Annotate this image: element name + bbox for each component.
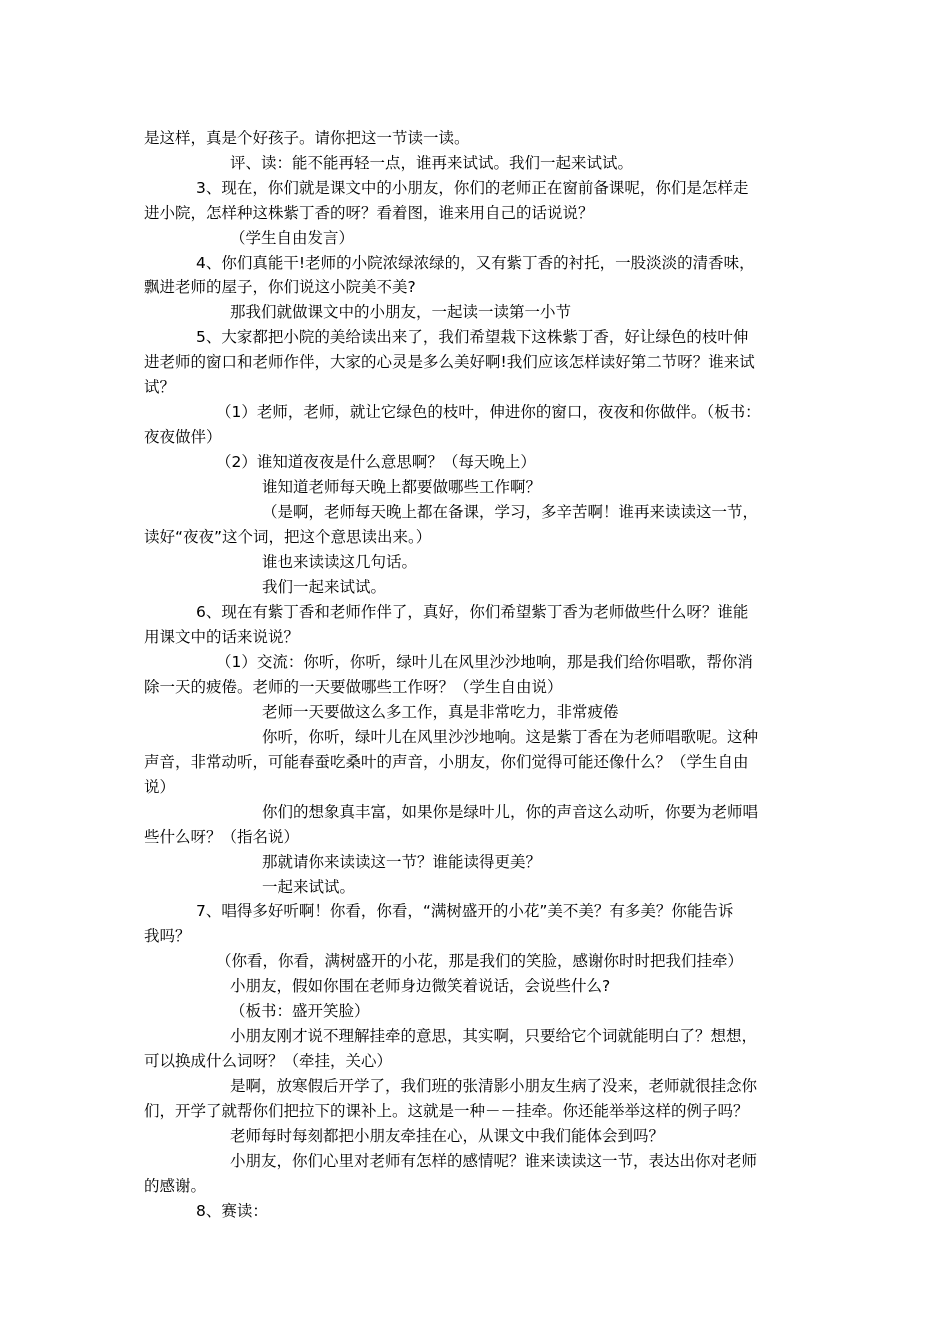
text-line: 我吗？ (144, 927, 191, 945)
text-line: 是啊，放寒假后开学了，我们班的张清影小朋友生病了没来，老师就很挂念你 (230, 1077, 758, 1095)
text-line: 进老师的窗口和老师作伴，大家的心灵是多么美好啊!我们应该怎样读好第二节呀？谁来试 (144, 353, 755, 371)
text-line: 谁知道老师每天晚上都要做哪些工作啊？ (262, 478, 542, 496)
text-line: 你听，你听，绿叶儿在风里沙沙地响。这是紫丁香在为老师唱歌呢。这种 (262, 728, 759, 746)
text-line: 试？ (144, 378, 176, 396)
text-line: 3、现在，你们就是课文中的小朋友，你们的老师正在窗前备课呢，你们是怎样走 (196, 179, 749, 197)
text-line: 些什么呀？（指名说） (144, 828, 300, 846)
text-line: 小朋友刚才说不理解挂牵的意思，其实啊，只要给它个词就能明白了？想想， (230, 1027, 758, 1045)
text-line: 声音，非常动听，可能春蚕吃桑叶的声音，小朋友，你们觉得可能还像什么？（学生自由 (144, 753, 749, 771)
text-line: 8、赛读： (196, 1202, 268, 1220)
text-line: （2）谁知道夜夜是什么意思啊？（每天晚上） (216, 453, 536, 471)
text-line: 5、大家都把小院的美给读出来了，我们希望栽下这株紫丁香，好让绿色的枝叶伸 (196, 328, 749, 346)
text-line: 那就请你来读读这一节？谁能读得更美？ (262, 853, 542, 871)
text-line: （你看，你看，满树盛开的小花，那是我们的笑脸，感谢你时时把我们挂牵） (216, 952, 744, 970)
text-line: 4、你们真能干!老师的小院浓绿浓绿的，又有紫丁香的衬托，一股淡淡的清香味， (196, 254, 755, 272)
text-line: （是啊，老师每天晚上都在备课，学习，多辛苦啊！谁再来读读这一节， (262, 503, 759, 521)
text-line: 小朋友，假如你围在老师身边微笑着说话，会说些什么? (230, 977, 611, 995)
text-line: 小朋友，你们心里对老师有怎样的感情呢？谁来读读这一节，表达出你对老师 (230, 1152, 758, 1170)
text-line: 们，开学了就帮你们把拉下的课补上。这就是一种－－挂牵。你还能举举这样的例子吗？ (144, 1102, 749, 1120)
text-line: 7、唱得多好听啊！你看，你看，“满树盛开的小花”美不美？有多美？你能告诉 (196, 902, 734, 920)
text-line: 可以换成什么词呀？（牵挂，关心） (144, 1052, 393, 1070)
text-line: 飘进老师的屋子，你们说这小院美不美? (144, 278, 416, 296)
text-line: 用课文中的话来说说？ (144, 628, 300, 646)
text-line: （1）老师，老师，就让它绿色的枝叶，伸进你的窗口，夜夜和你做伴。（板书： (216, 403, 761, 421)
text-line: 谁也来读读这几句话。 (262, 553, 418, 571)
text-line: 的感谢。 (144, 1177, 207, 1195)
text-line: 夜夜做伴） (144, 428, 222, 446)
text-line: 评、读：能不能再轻一点，谁再来试试。我们一起来试试。 (230, 154, 634, 172)
text-line: 除一天的疲倦。老师的一天要做哪些工作呀？（学生自由说） (144, 678, 563, 696)
text-line: 那我们就做课文中的小朋友，一起读一读第一小节 (230, 303, 572, 321)
text-line: （学生自由发言） (230, 229, 355, 247)
text-line: 我们一起来试试。 (262, 578, 387, 596)
text-line: （板书：盛开笑脸） (230, 1002, 370, 1020)
text-line: 读好“夜夜”这个词，把这个意思读出来。） (144, 528, 432, 546)
text-line: 6、现在有紫丁香和老师作伴了，真好，你们希望紫丁香为老师做些什么呀？谁能 (196, 603, 749, 621)
text-line: 一起来试试。 (262, 878, 356, 896)
text-line: 老师一天要做这么多工作，真是非常吃力，非常疲倦 (262, 703, 619, 721)
text-line: 说） (144, 778, 176, 796)
text-line: （1）交流：你听，你听，绿叶儿在风里沙沙地响，那是我们给你唱歌，帮你消 (216, 653, 753, 671)
text-line: 你们的想象真丰富，如果你是绿叶儿，你的声音这么动听，你要为老师唱 (262, 803, 759, 821)
text-line: 是这样，真是个好孩子。请你把这一节读一读。 (144, 129, 470, 147)
text-line: 老师每时每刻都把小朋友牵挂在心，从课文中我们能体会到吗？ (230, 1127, 665, 1145)
text-line: 进小院，怎样种这株紫丁香的呀？看着图，谁来用自己的话说说？ (144, 204, 594, 222)
